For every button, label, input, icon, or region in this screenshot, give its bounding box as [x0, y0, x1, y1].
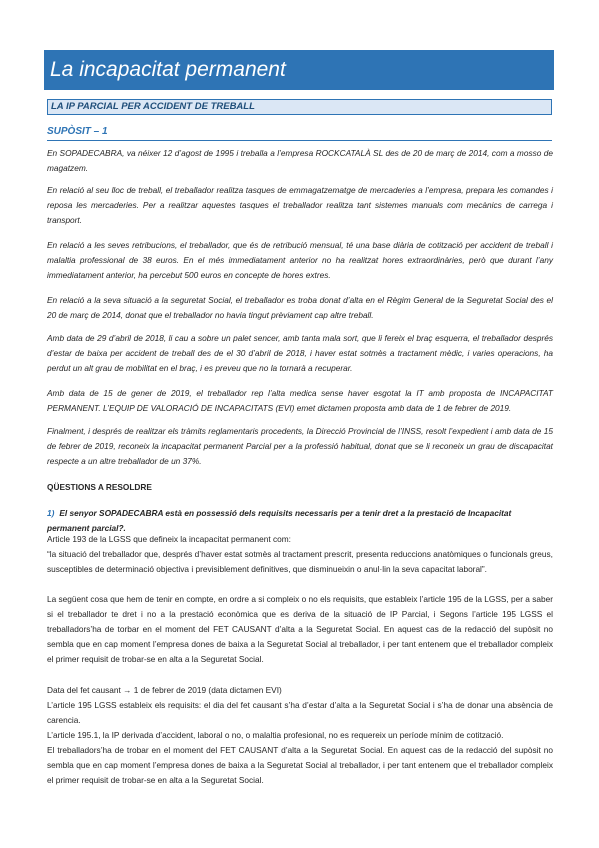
question-1-number: 1): [47, 508, 55, 518]
case-paragraph-6: Amb data de 15 de gener de 2019, el treballador rep l’alta medica sense haver esgotat la IT amb proposta de INCAPACITAT PERMANENT. L’EQUIP DE VALORACIÓ DE INCAPACITATS (EVI) emet dictamen proposta amb data de 1 de febrer de 2019.: [47, 388, 553, 413]
answer-causal-date: Data del fet causant → 1 de febrer de 2019 (data dictamen EVI): [47, 685, 282, 695]
page-title: La incapacitat permanent: [50, 58, 286, 81]
questions-heading: QÜESTIONS A RESOLDRE: [47, 482, 152, 492]
answer-paragraph-requirements: La següent cosa que hem de tenir en compte, en ordre a si compleix o no els requisits, que estableix l’article 195 de la LGSS, per a saber si el treballador te dret i no a la prestació econòmica que es deriva de la situació de IP Parcial, i Segons l’article 195 LGSS el treballadors’ha de torbar en el moment del FET CAUSANT d’alta a la Seguretat Social. En aquest cas de la redacció del supòsit no sembla que en cap moment l’empresa dones de baixa a la Seguretat Social al treballador, i per tant entenem que el treballador compleix el primer requisit de trobar-se en alta a la Seguretat Social.: [47, 594, 553, 664]
title-banner: [44, 50, 554, 90]
answer-paragraph-alta: El treballadors’ha de trobar en el moment del FET CAUSANT d’alta a la Seguretat Social. En aquest cas de la redacció del supòsit no sembla que en cap moment l’empresa dones de baixa a la Seguretat Social al treballador, i per tant entenem que el treballador compleix el primer requisit de trobar-se en alta a la Seguretat Social.: [47, 745, 553, 785]
answer-line-1: Article 193 de la LGSS que defineix la incapacitat permanent com:: [47, 534, 291, 544]
case-paragraph-2: En relació al seu lloc de treball, el treballador realitza tasques de emmagatzematge de mercaderies a l’empresa, prepara les comandes i reposa les mercaderies. Per a realitzar aquestes tasques el treballador realitza tant sistemes manuals com mecànics de carrega i transport.: [47, 185, 553, 225]
section-title: LA IP PARCIAL PER ACCIDENT DE TREBALL: [51, 101, 255, 112]
section-heading-box: [47, 99, 552, 115]
answer-article-195-1: L’article 195.1, la IP derivada d’accident, laboral o no, o malaltia profesional, no es requereix un període mínim de cotització.: [47, 730, 504, 740]
subsection-divider: [47, 140, 552, 141]
case-paragraph-7: Finalment, i després de realitzar els tràmits reglamentaris procedents, la Direcció Provincial de l’INSS, resolt l’expedient i amb data de 15 de febrer de 2019, reconeix la incapacitat permanent Parcial per a la professió habitual, donat que se li reconeix un grau de discapacitat respecte a un altre treballador de un 37%.: [47, 426, 553, 466]
case-paragraph-1: En SOPADECABRA, va néixer 12 d’agost de 1995 i treballa a l’empresa ROCKCATALÀ SL des de 20 de març de 2014, com a mosso de magatzem.: [47, 148, 553, 173]
answer-article-195: L’article 195 LGSS estableix els requisits: el dia del fet causant s’ha d’estar d’alta a la Seguretat Social i s’ha de donar una absència de carencia.: [47, 700, 553, 725]
case-paragraph-4: En relació a la seva situació a la seguretat Social, el treballador es troba donat d’alta en el Règim General de la Seguretat Social des el 20 de març de 2014, donat que el treballador no havia tingut prèviament cap altre treball.: [47, 295, 553, 320]
subsection-title: SUPÒSIT – 1: [47, 126, 108, 137]
question-1-text: El senyor SOPADECABRA està en possessió dels requisits necessaris per a tenir dret a la prestació de Incapacitat permanent parcial?.: [47, 508, 512, 533]
case-paragraph-3: En relació a les seves retribucions, el treballador, que és de retribució mensual, té una base diària de cotització per accident de treball i malaltia professional de 38 euros. En el més immediatament anterior no ha realitzat hores extraordinàries, però que durant l’any immediatament anterior, ha percebut 500 euros en concepte de hores extres.: [47, 240, 553, 280]
case-paragraph-5: Amb data de 29 d’abril de 2018, li cau a sobre un palet sencer, amb tanta mala sort, que li fereix el braç esquerra, el treballador després d’estar de baixa per accident de treball des de el 30 d’abril de 2018, i haver estat sotmès a tractament mèdic, i varies operacions, ha perdut un alt grau de mobilitat en el braç, i es preveu que no la tornarà a recuperar.: [47, 333, 553, 373]
answer-quote: “la situació del treballador que, després d’haver estat sotmès al tractament prescrit, presenta reduccions anatòmiques o funcionals greus, susceptibles de determinació objectiva i previsiblement definitives, que disminueixin o anul·lin la seva capacitat laboral”.: [47, 549, 553, 574]
